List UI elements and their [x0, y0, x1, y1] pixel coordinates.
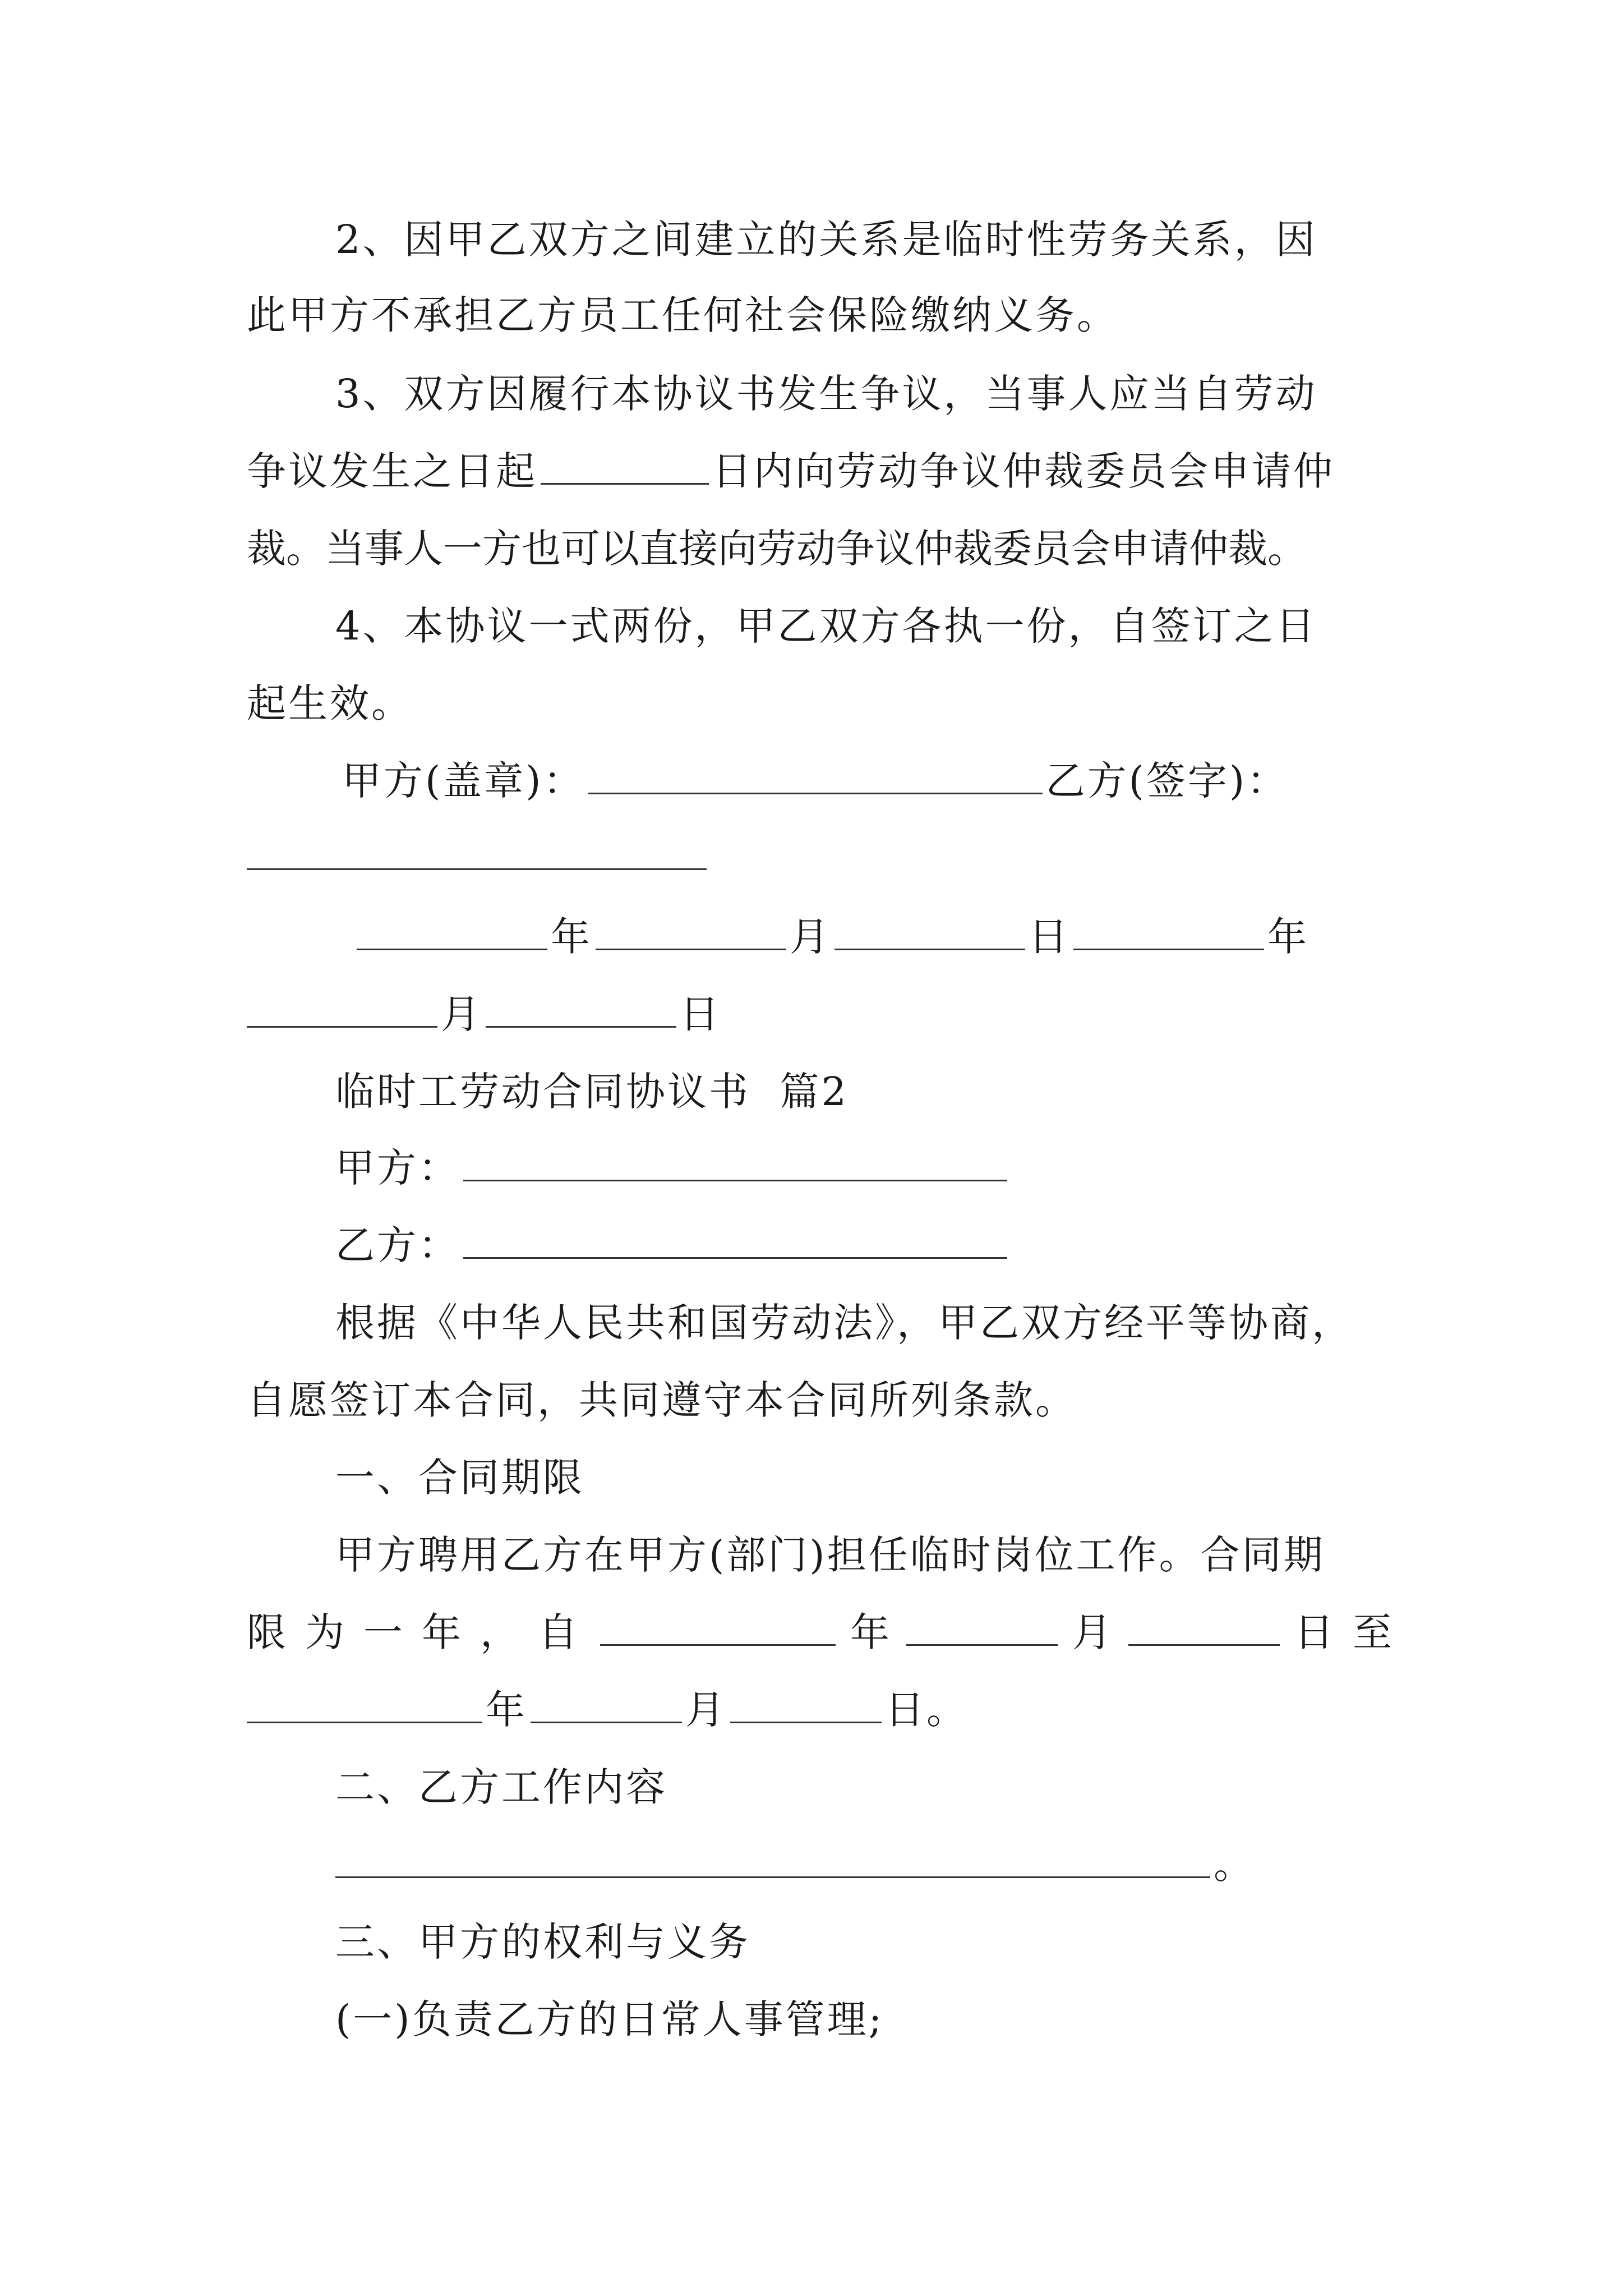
days-blank[interactable]: [541, 448, 709, 485]
year-label-a: 年: [551, 914, 592, 960]
start-year-label: 年: [850, 1609, 892, 1655]
month-label-a: 月: [790, 914, 831, 960]
clause-3-line-3: 裁。当事人一方也可以直接向劳动争议仲裁委员会申请仲裁。: [247, 526, 1307, 572]
clause-3-line-2: [247, 446, 1335, 496]
year-blank-b[interactable]: [1073, 914, 1264, 950]
clause-4-line-2: 起生效。: [247, 680, 413, 726]
heading-contract-term: 一、合同期限: [335, 1455, 584, 1501]
term-line-1: 甲方聘用乙方在甲方(部门)担任临时岗位工作。合同期: [335, 1532, 1325, 1578]
party-a-seal-blank[interactable]: [588, 758, 1043, 794]
end-day-label: 日。: [885, 1687, 968, 1733]
day-blank-a[interactable]: [834, 914, 1025, 950]
section-title-part-2: 临时工劳动合同协议书 篇2: [335, 1069, 849, 1115]
party-b-label: 乙方：: [335, 1222, 460, 1268]
term-line-2: [247, 1607, 1411, 1658]
year-blank-a[interactable]: [357, 914, 547, 950]
party-a-label: 甲方：: [335, 1145, 460, 1191]
clause-4-line-1: 4、本协议一式两份，甲乙双方各执一份，自签订之日: [335, 603, 1317, 649]
work-content-blank[interactable]: [335, 1842, 1210, 1878]
day-label-a: 日: [1029, 914, 1070, 960]
heading-work-content: 二、乙方工作内容: [335, 1764, 667, 1810]
clause-3-line-1: 3、双方因履行本协议书发生争议，当事人应当自劳动: [335, 371, 1317, 417]
party-b-blank[interactable]: [463, 1222, 1007, 1259]
year-label-b: 年: [1267, 914, 1309, 960]
clause-2-line-2: 此甲方不承担乙方员工任何社会保险缴纳义务。: [247, 292, 1118, 338]
work-content-line: [335, 1839, 1255, 1890]
heading-party-a-rights: 三、甲方的权利与义务: [335, 1919, 750, 1965]
term-text-a: 限为一年，自: [247, 1609, 597, 1655]
month-label-b: 月: [441, 991, 482, 1037]
party-b-line: [335, 1220, 1011, 1271]
party-b-signature-label: 乙方(签字)：: [1045, 758, 1289, 804]
party-a-seal-label: 甲方(盖章)：: [342, 758, 585, 804]
party-a-line: [335, 1143, 1011, 1193]
end-month-blank[interactable]: [531, 1687, 682, 1723]
basis-line-1: 根据《中华人民共和国劳动法》，甲乙双方经平等协商，: [335, 1300, 1353, 1346]
rights-item-1: (一)负责乙方的日常人事管理;: [335, 1996, 884, 2042]
start-year-blank[interactable]: [600, 1609, 836, 1646]
end-day-blank[interactable]: [730, 1687, 882, 1723]
day-blank-b[interactable]: [486, 991, 676, 1028]
start-month-label: 月: [1072, 1609, 1114, 1655]
date-line-1: [353, 912, 1309, 962]
end-year-label: 年: [486, 1687, 527, 1733]
start-month-blank[interactable]: [906, 1609, 1058, 1646]
end-year-blank[interactable]: [247, 1687, 482, 1723]
signature-line: [342, 756, 1288, 806]
month-blank-a[interactable]: [596, 914, 786, 950]
work-content-period: 。: [1214, 1842, 1255, 1888]
party-b-signature-blank[interactable]: [247, 868, 707, 870]
party-a-blank[interactable]: [463, 1145, 1007, 1181]
month-blank-b[interactable]: [247, 991, 437, 1028]
day-label-b: 日: [680, 991, 721, 1037]
clause-3-text-b: 日内向劳动争议仲裁委员会申请仲: [712, 448, 1335, 494]
basis-line-2: 自愿签订本合同，共同遵守本合同所列条款。: [247, 1377, 1077, 1423]
start-day-blank[interactable]: [1128, 1609, 1280, 1646]
end-month-label: 月: [685, 1687, 727, 1733]
date-line-2: [247, 989, 721, 1039]
clause-2-line-1: 2、因甲乙双方之间建立的关系是临时性劳务关系，因: [335, 217, 1317, 263]
start-day-label: 日至: [1294, 1609, 1411, 1655]
clause-3-text-a: 争议发生之日起: [247, 448, 537, 494]
term-line-3: [247, 1685, 968, 1735]
